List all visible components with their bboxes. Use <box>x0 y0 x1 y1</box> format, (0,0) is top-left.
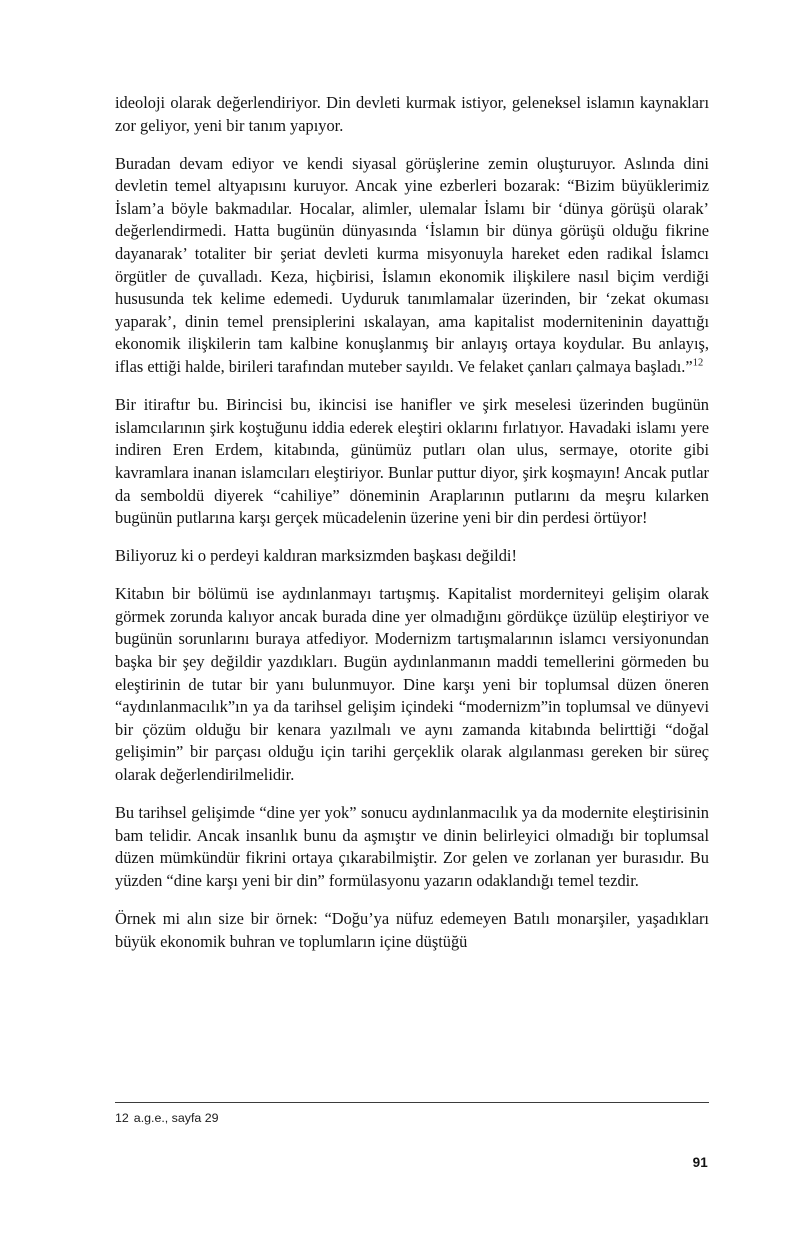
footnote-divider <box>115 1102 709 1103</box>
footnote-marker: 12 <box>692 357 704 369</box>
paragraph-text: Buradan devam ediyor ve kendi siyasal görüşlerine zemin oluşturuyor. Aslında dini devletin temel altyapısını kuruyor. Ancak yine ezberleri bozarak: “Bizim büyüklerimiz İslam’a böyle bakmadılar. Hocalar, alimler, ulemalar İslamı bir ‘dünya görüşü olarak’ değerlendirmedi. Hatta bugünün dünyasında ‘İslamın bir dünya görüşü olduğu fikrine dayanarak’ totaliter bir şeriat devleti kurma misyonuyla hareket eden radikal İslamcı örgütler de çuvalladı. Keza, hiçbirisi, İslamın ekonomik ilişkilere nasıl biçim verdiği hususunda tek kelime edemedi. Uyduruk tanımlamalar üzerinden, bir ‘zekat okuması yaparak’, dinin temel prensiplerini ıskalayan, ama kapitalist moderniteninin dayattığı ekonomik ilişkilerin tam kalbine konuşlanmış bir anlayış ortaya koydular. Bu anlayış, iflas ettiği halde, birileri tarafından muteber sayıldı. Ve felaket çanları çalmaya başladı.” <box>115 153 709 377</box>
paragraph: ideoloji olarak değerlendiriyor. Din devleti kurmak istiyor, geleneksel islamın kaynakları zor geliyor, yeni bir tanım yapıyor. <box>115 93 709 135</box>
footnote-text: a.g.e., sayfa 29 <box>133 1111 219 1125</box>
paragraph: Bir itiraftır bu. Birincisi bu, ikincisi ise hanifler ve şirk meselesi üzerinden bugünün islamcılarının şirk koştuğunu iddia ederek eleştiri oklarını fırlatıyor. Havadaki islamı yere indiren Eren Erdem, kitabında, günümüz putları olan ulus, sermaye, otorite gibi kavramlara inanan islamcıları eleştiriyor. Bunlar puttur diyor, şirk koşmayın! Ancak putlar da semboldü diyerek “cahiliye” döneminin Araplarının putlarını da meşru kılarken bugünün putlarına karşı gerçek mücadelenin üzerine yeni bir din perdesi örtüyor! <box>115 395 709 528</box>
paragraph <box>115 153 709 379</box>
footnote-area <box>115 1102 709 1126</box>
paragraph: Örnek mi alın size bir örnek: “Doğu’ya nüfuz edemeyen Batılı monarşiler, yaşadıkları büyük ekonomik buhran ve toplumların içine düştüğü <box>115 909 709 951</box>
paragraph: Biliyoruz ki o perdeyi kaldıran marksizmden başkası değildi! <box>115 546 517 566</box>
paragraph: Bu tarihsel gelişimde “dine yer yok” sonucu aydınlanmacılık ya da modernite eleştirisinin bam telidir. Ancak insanlık bunu da aşmıştır ve dinin belirleyici olmadığı bir toplumsal düzen mümkündür fikrini ortaya çıkarabilmiştir. Zor gelen ve zorlanan yer burasıdır. Bu yüzden “dine karşı yeni bir din” formülasyonu yazarın odaklandığı temel tezdir. <box>115 803 709 890</box>
footnote <box>115 1110 709 1126</box>
footnote-number: 12 <box>115 1111 129 1125</box>
page-number: 91 <box>692 1155 708 1170</box>
paragraph: Kitabın bir bölümü ise aydınlanmayı tartışmış. Kapitalist morderniteyi gelişim olarak görmek zorunda kalıyor ancak burada dine yer olmadığını gördükçe üzülüp eleştiriyor ve bugünün sorunlarını buraya atfediyor. Modernizm tartışmalarının islamcı versiyonundan başka bir şey değildir yazdıkları. Bugün aydınlanmanın maddi temellerini görmeden bu eleştirinin de tutar bir yanı bulunmuyor. Dine karşı yeni bir toplumsal düzen öneren “aydınlanmacılık”ın ya da tarihsel gelişim içindeki “modernizm”in toplumsal ve dünyevi bir çözüm olduğu bir kenara yazılmalı ve aynı zamanda kitabında belirttiği “doğal gelişimin” bir parçası olduğu için tarihi gerçeklik olarak algılanması gereken bir süreç olarak değerlendirilmelidir. <box>115 584 709 785</box>
body-text-column <box>115 92 709 953</box>
